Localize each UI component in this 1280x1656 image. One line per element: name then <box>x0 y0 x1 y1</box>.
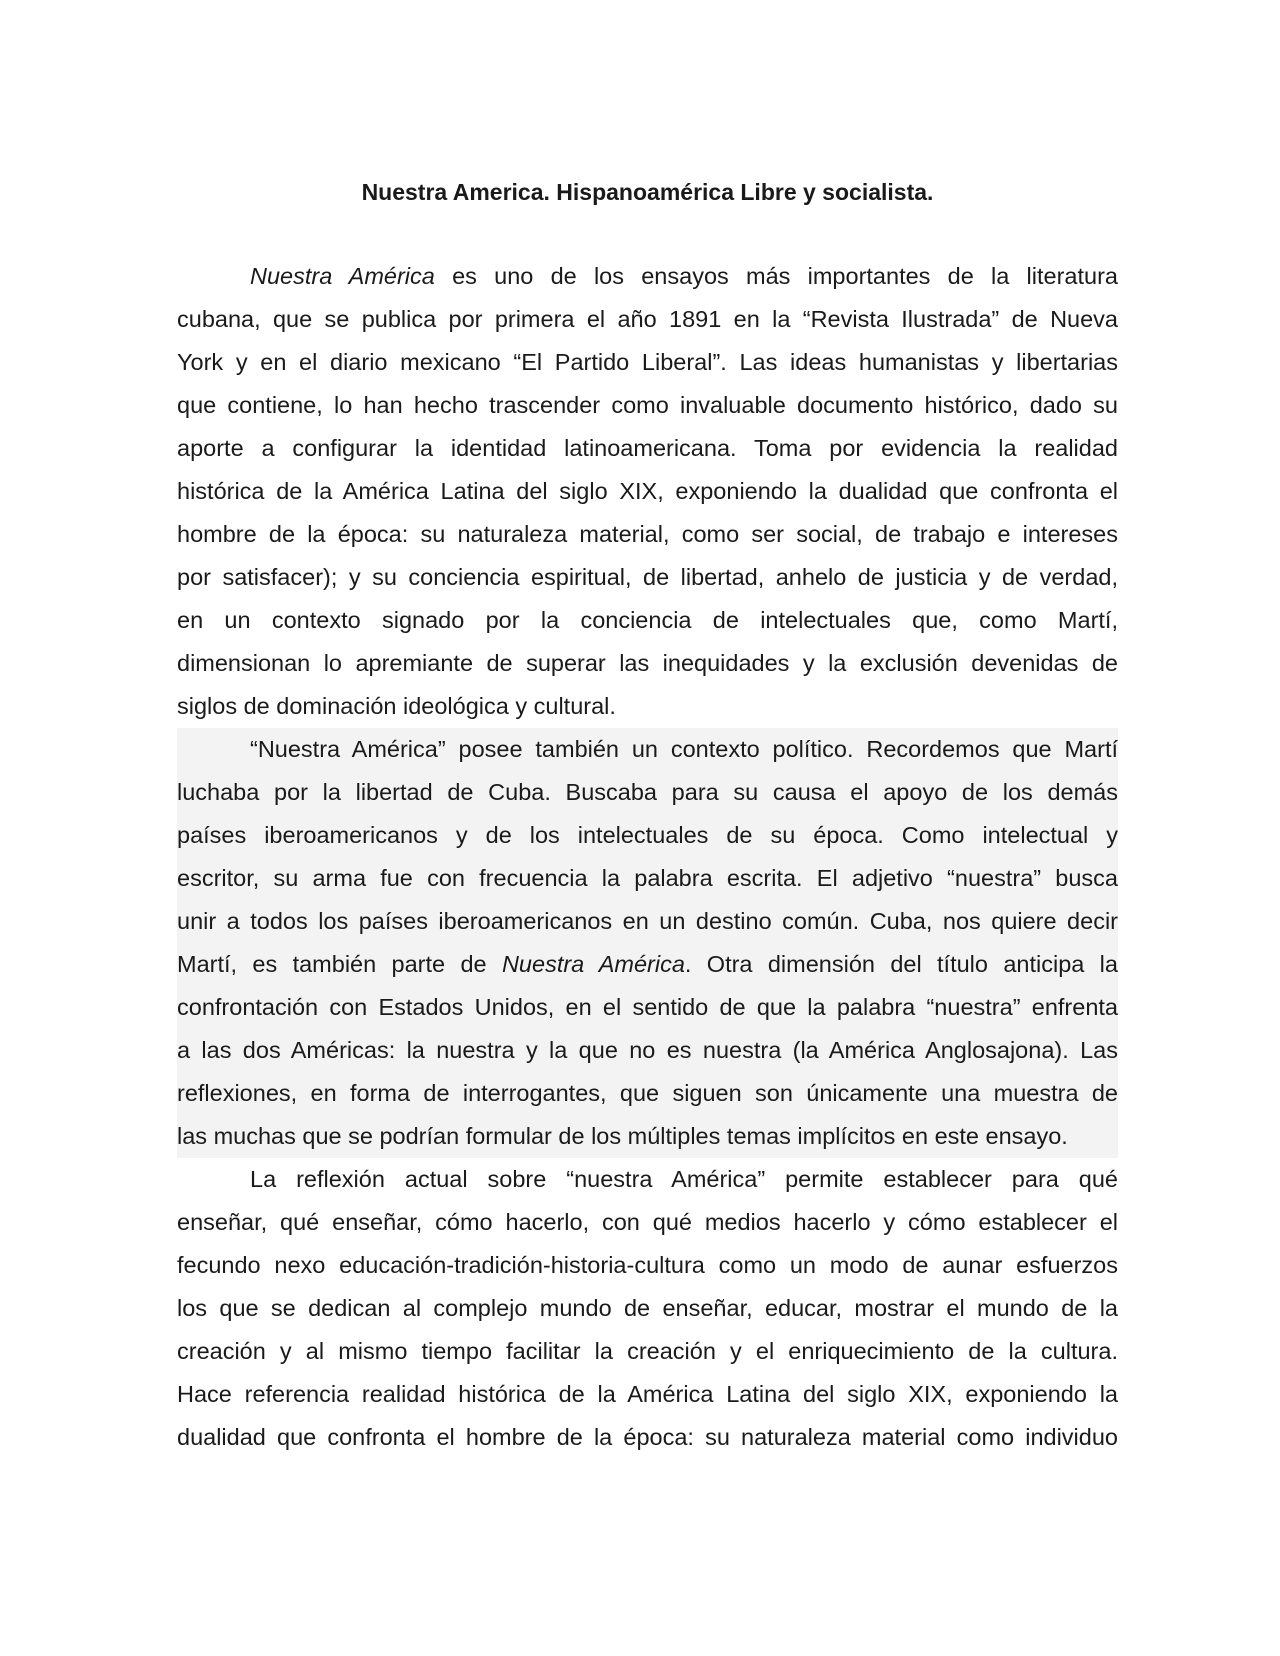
text-run: Martí, es también parte de <box>177 951 502 977</box>
text-line: a las dos Américas: la nuestra y la que no es nuestra (la América Anglosajona). Las <box>177 1029 1118 1072</box>
document-page <box>177 172 1118 1459</box>
text-line: escritor, su arma fue con frecuencia la palabra escrita. El adjetivo “nuestra” busca <box>177 857 1118 900</box>
text-line: unir a todos los países iberoamericanos en un destino común. Cuba, nos quiere decir <box>177 900 1118 943</box>
paragraph-3 <box>177 1158 1118 1459</box>
book-title-italic: Nuestra América <box>250 263 435 289</box>
text-line: Hace referencia realidad histórica de la América Latina del siglo XIX, exponiendo la <box>177 1381 1118 1407</box>
text-line: enseñar, qué enseñar, cómo hacerlo, con qué medios hacerlo y cómo establecer el <box>177 1209 1118 1235</box>
text-line: dualidad que confronta el hombre de la época: su naturaleza material como individuo <box>177 1424 1118 1450</box>
text-line: que contiene, lo han hecho trascender como invaluable documento histórico, dado su <box>177 392 1118 418</box>
text-line: los que se dedican al complejo mundo de enseñar, educar, mostrar el mundo de la <box>177 1295 1118 1321</box>
text-line: luchaba por la libertad de Cuba. Buscaba para su causa el apoyo de los demás <box>177 771 1118 814</box>
text-line <box>177 255 1118 298</box>
text-line: York y en el diario mexicano “El Partido Liberal”. Las ideas humanistas y libertarias <box>177 349 1118 375</box>
text-line: histórica de la América Latina del siglo XIX, exponiendo la dualidad que confronta el <box>177 478 1118 504</box>
text-line: las muchas que se podrían formular de los múltiples temas implícitos en este ensayo. <box>177 1115 1118 1158</box>
text-line: reflexiones, en forma de interrogantes, que siguen son únicamente una muestra de <box>177 1072 1118 1115</box>
text-line: La reflexión actual sobre “nuestra América” permite establecer para qué <box>250 1166 1118 1192</box>
text-line: fecundo nexo educación-tradición-historia-cultura como un modo de aunar esfuerzos <box>177 1252 1118 1278</box>
text-run: es uno de los ensayos más importantes de la literatura <box>434 263 1118 289</box>
book-title-italic: Nuestra América <box>501 951 685 977</box>
text-line: en un contexto signado por la conciencia de intelectuales que, como Martí, <box>177 607 1118 633</box>
text-line: “Nuestra América” posee también un contexto político. Recordemos que Martí <box>177 728 1118 771</box>
paragraph-1 <box>177 255 1118 728</box>
paragraph-2 <box>177 728 1118 1158</box>
document-body <box>177 255 1118 1459</box>
text-line: por satisfacer); y su conciencia espiritual, de libertad, anhelo de justicia y de verdad, <box>177 564 1118 590</box>
text-line: siglos de dominación ideológica y cultural. <box>177 693 616 719</box>
text-line: países iberoamericanos y de los intelectuales de su época. Como intelectual y <box>177 814 1118 857</box>
text-line: confrontación con Estados Unidos, en el sentido de que la palabra “nuestra” enfrenta <box>177 986 1118 1029</box>
text-line: cubana, que se publica por primera el año 1891 en la “Revista Ilustrada” de Nueva <box>177 306 1118 332</box>
text-run: . Otra dimensión del título anticipa la <box>684 951 1118 977</box>
text-line: creación y al mismo tiempo facilitar la creación y el enriquecimiento de la cultura. <box>177 1338 1118 1364</box>
document-title: Nuestra America. Hispanoamérica Libre y socialista. <box>361 179 934 205</box>
text-line: hombre de la época: su naturaleza material, como ser social, de trabajo e intereses <box>177 521 1118 547</box>
text-line <box>177 943 1118 986</box>
text-line: dimensionan lo apremiante de superar las inequidades y la exclusión devenidas de <box>177 650 1118 676</box>
text-line: aporte a configurar la identidad latinoamericana. Toma por evidencia la realidad <box>177 435 1118 461</box>
